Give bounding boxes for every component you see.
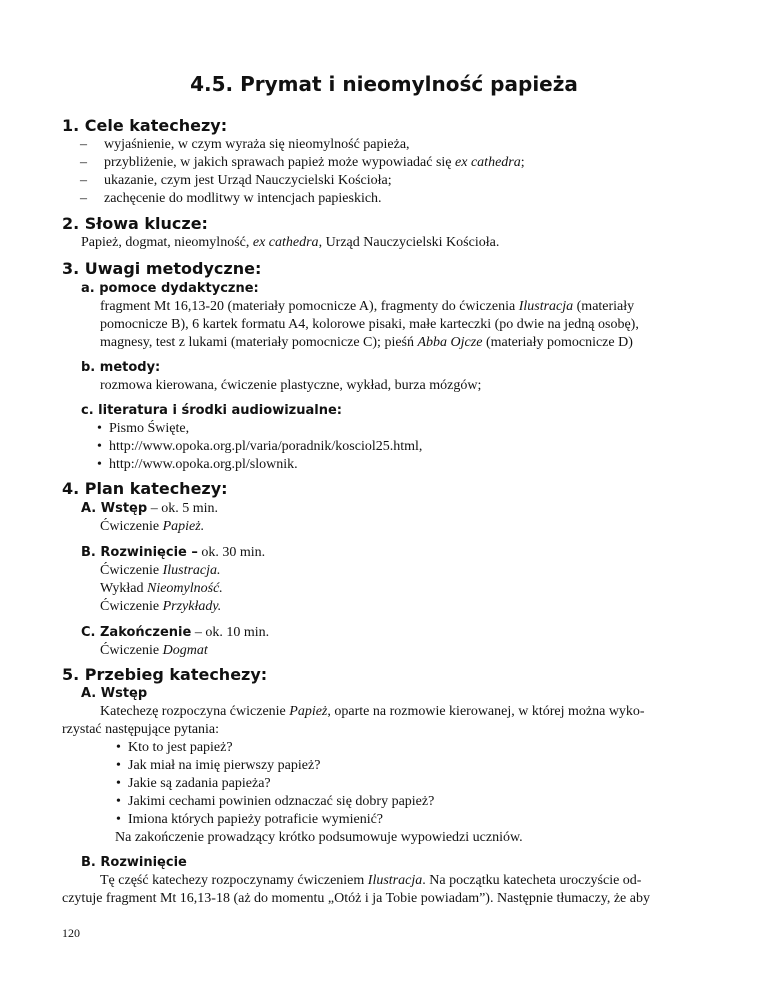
section-heading-goals: 1. Cele katechezy:: [62, 116, 228, 135]
question-item: • Jakimi cechami powinien odznaczać się dobry papież?: [128, 793, 434, 811]
plan-conclusion-time: – ok. 10 min.: [191, 625, 270, 640]
teaching-aids-line: [100, 298, 634, 316]
plan-development-exercise: [100, 598, 221, 616]
development-paragraph-line: czytuje fragment Mt 16,13-18 (aż do momentu „Otóż i ja Tobie powiadam”). Następnie tłumaczy, że aby: [62, 891, 650, 906]
goal-text: [104, 154, 525, 172]
literature-item: • Pismo Święte,: [109, 420, 189, 438]
section-heading-plan: 4. Plan katechezy:: [62, 479, 228, 498]
dash-marker: –: [80, 173, 87, 188]
question-item: • Imiona których papieży potraficie wymienić?: [128, 811, 383, 829]
aids-text: magnesy, test z lukami (materiały pomocnicze C); pieśń: [100, 335, 414, 350]
plan-development-time: ok. 30 min.: [197, 545, 266, 560]
plan-intro-exercise: [100, 518, 204, 536]
aids-italic: Ilustracja: [518, 299, 574, 314]
intro-summary: Na zakończenie prowadzący krótko podsumowuje wypowiedzi uczniów.: [115, 830, 523, 845]
lecture-label: Wykład: [100, 581, 144, 596]
teaching-aids-line: [100, 334, 633, 352]
intro-text: , oparte na rozmowie kierowanej, w której można wyko-: [327, 704, 645, 719]
subheading-literature: c. literatura i środki audiowizualne:: [81, 403, 342, 418]
dash-marker: –: [80, 137, 87, 152]
intro-text: Katechezę rozpoczyna ćwiczenie: [100, 704, 286, 719]
plan-conclusion: [81, 624, 269, 642]
section-heading-methodology: 3. Uwagi metodyczne:: [62, 259, 262, 278]
keywords-end: , Urząd Nauczycielski Kościoła.: [318, 235, 500, 250]
keywords-part: Papież, dogmat, nieomylność,: [81, 235, 250, 250]
plan-intro-time: – ok. 5 min.: [147, 501, 218, 516]
plan-development-exercise: [100, 562, 221, 580]
aids-italic: Abba Ojcze: [417, 335, 483, 350]
literature-item: • http://www.opoka.org.pl/varia/poradnik/kosciol25.html,: [109, 438, 422, 456]
question-item: • Jakie są zadania papieża?: [128, 775, 271, 793]
exercise-label: Ćwiczenie: [100, 563, 160, 578]
subheading-teaching-aids: a. pomoce dydaktyczne:: [81, 281, 259, 296]
exercise-name: Papież.: [162, 519, 205, 534]
dash-marker: –: [80, 155, 87, 170]
exercise-name: Ilustracja.: [162, 563, 221, 578]
exercise-label: Ćwiczenie: [100, 519, 160, 534]
goal-text: ukazanie, czym jest Urząd Nauczycielski Kościoła;: [104, 173, 392, 188]
page-title: 4.5. Prymat i nieomylność papieża: [190, 72, 578, 96]
aids-text: (materiały pomocnicze D): [485, 335, 633, 350]
goal-text-italic: ex cathedra: [455, 155, 521, 170]
plan-development-lecture: [100, 580, 223, 598]
development-text: Tę część katechezy rozpoczynamy ćwiczeniem: [100, 873, 365, 888]
development-paragraph-line: [100, 872, 641, 890]
teaching-aids-line: pomocnicze B), 6 kartek formatu A4, kolorowe pisaki, małe karteczki (po dwie na jedną osobę),: [100, 317, 639, 332]
exercise-name: Dogmat: [162, 643, 208, 658]
section-heading-course: 5. Przebieg katechezy:: [62, 665, 268, 684]
question-item: • Kto to jest papież?: [128, 739, 233, 757]
page-number: 120: [62, 926, 80, 940]
goal-text: zachęcenie do modlitwy w intencjach papieskich.: [104, 191, 382, 206]
development-italic: Ilustracja: [367, 873, 423, 888]
intro-paragraph-line: [100, 703, 645, 721]
section-heading-keywords: 2. Słowa klucze:: [62, 214, 208, 233]
exercise-label: Ćwiczenie: [100, 599, 160, 614]
development-text: . Na początku katecheta uroczyście od-: [422, 873, 642, 888]
goal-text-part: przybliżenie, w jakich sprawach papież może wypowiadać się: [104, 155, 452, 170]
keywords-text: [81, 234, 499, 252]
aids-text: fragment Mt 16,13-20 (materiały pomocnicze A), fragmenty do ćwiczenia: [100, 299, 516, 314]
lecture-name: Nieomylność.: [146, 581, 223, 596]
exercise-name: Przykłady.: [162, 599, 222, 614]
question-item: • Jak miał na imię pierwszy papież?: [128, 757, 320, 775]
methods-text: rozmowa kierowana, ćwiczenie plastyczne, wykład, burza mózgów;: [100, 378, 482, 393]
goal-text: wyjaśnienie, w czym wyraża się nieomylność papieża,: [104, 137, 410, 152]
subheading-development: B. Rozwinięcie: [81, 855, 187, 870]
plan-conclusion-label: C. Zakończenie: [81, 625, 192, 640]
keywords-italic: ex cathedra: [252, 235, 319, 250]
subheading-methods: b. metody:: [81, 360, 161, 375]
plan-intro: [81, 500, 218, 518]
intro-paragraph-line: rzystać następujące pytania:: [62, 722, 220, 737]
plan-development-label: B. Rozwinięcie –: [81, 545, 198, 560]
subheading-intro: A. Wstęp: [81, 686, 148, 701]
plan-conclusion-exercise: [100, 642, 208, 660]
aids-text: (materiały: [576, 299, 635, 314]
goal-text-end: ;: [520, 155, 525, 170]
dash-marker: –: [80, 191, 87, 206]
intro-italic: Papież: [289, 704, 328, 719]
exercise-label: Ćwiczenie: [100, 643, 160, 658]
literature-item: • http://www.opoka.org.pl/slownik.: [109, 456, 298, 474]
plan-intro-label: A. Wstęp: [81, 501, 148, 516]
plan-development: [81, 544, 265, 562]
